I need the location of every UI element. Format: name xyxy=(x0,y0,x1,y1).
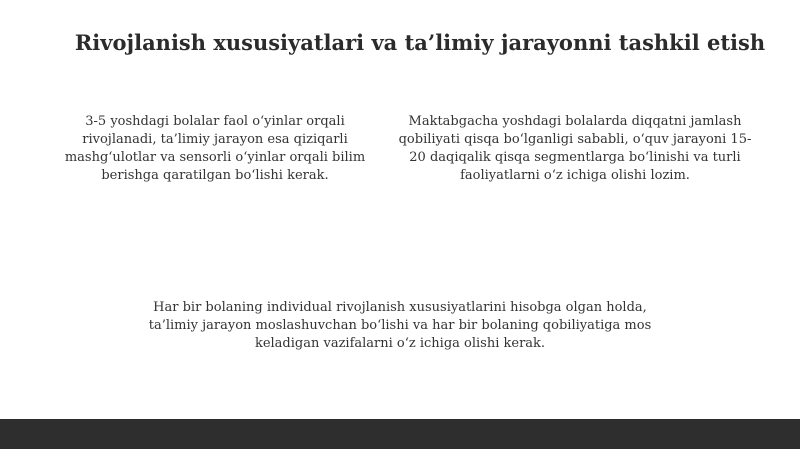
right-text-block: Maktabgacha yoshdagi bolalarda diqqatni jamlash qobiliyati qisqa bo‘lganligi sababli, o‘quv jarayoni 15-20 daqiqalik qisqa segmentlarga bo‘linishi va turli faoliyatlarni o‘z ichiga olishi lozim. xyxy=(398,114,752,183)
slide-title: Rivojlanish xususiyatlari va ta’limiy jarayonni tashkil etish xyxy=(74,30,766,55)
bottom-text-block: Har bir bolaning individual rivojlanish xususiyatlarini hisobga olgan holda, ta’limiy jarayon moslashuvchan bo‘lishi va har bir bolaning qobiliyatiga mos keladigan vazifalarni o‘z ichiga olishi kerak. xyxy=(148,300,652,351)
left-text-block: 3-5 yoshdagi bolalar faol o‘yinlar orqali rivojlanadi, ta’limiy jarayon esa qiziqarli mashg‘ulotlar va sensorli o‘yinlar orqali bilim berishga qaratilgan bo‘lishi kerak. xyxy=(64,114,366,183)
footer-bar xyxy=(0,419,800,449)
